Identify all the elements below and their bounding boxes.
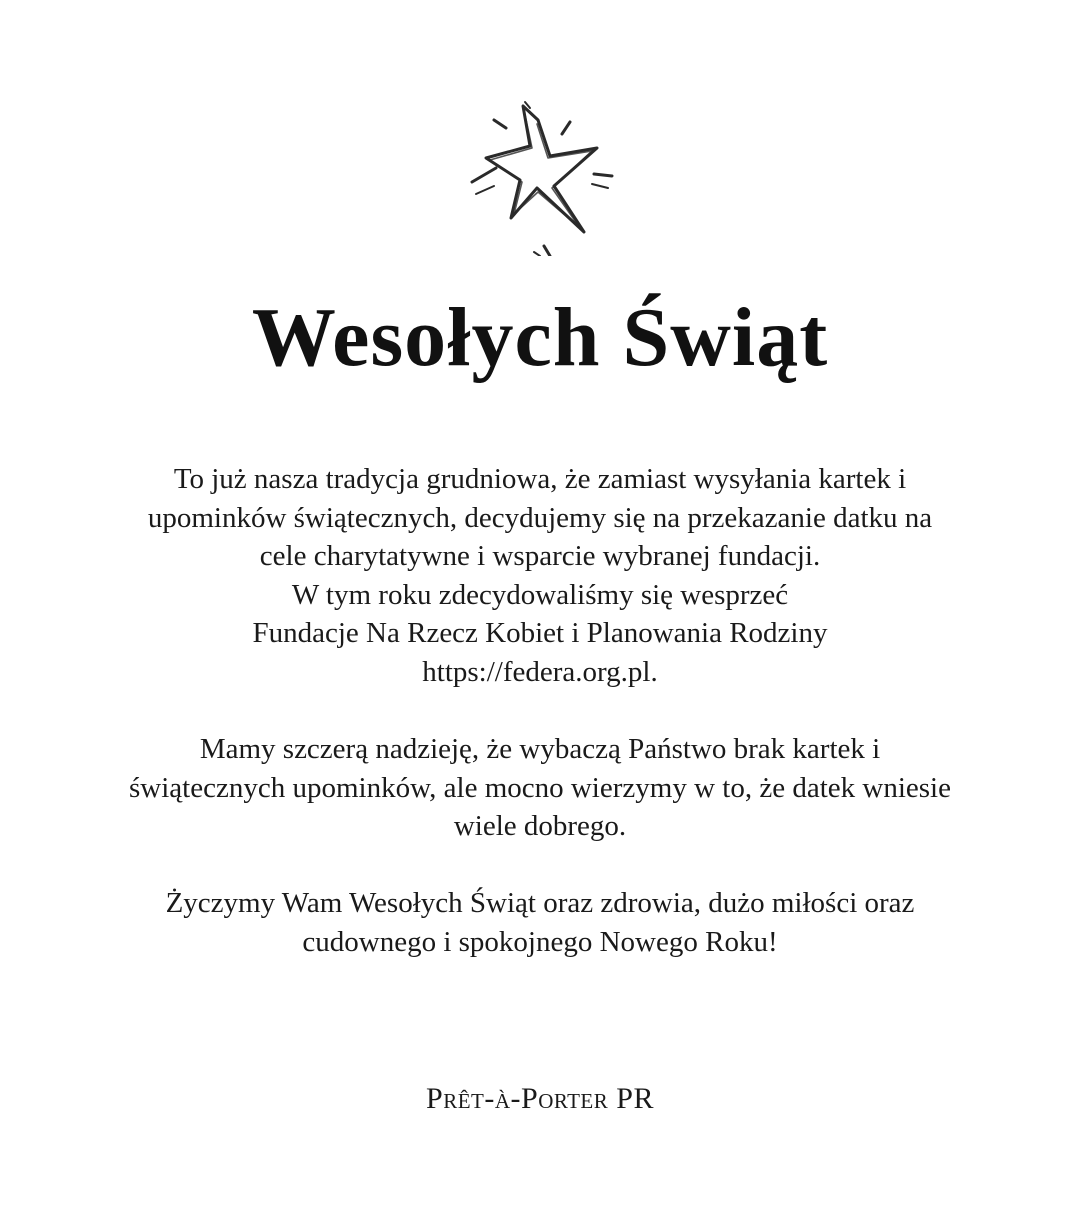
paragraph-line: cudownego i spokojnego Nowego Roku! (302, 925, 778, 958)
paragraph-line: Fundacje Na Rzecz Kobiet i Planowania Rodziny (252, 617, 828, 649)
paragraph-line: Życzymy Wam Wesołych Świąt oraz zdrowia, dużo miłości oraz (165, 887, 915, 919)
paragraph-wishes (40, 884, 1040, 961)
paragraph-line: To już nasza tradycja grudniowa, że zamiast wysyłania kartek i (173, 463, 907, 495)
paragraph-line: upominków świątecznych, decydujemy się na przekazanie datku na (147, 501, 933, 534)
paragraph-line: świątecznych upominków, ale mocno wierzymy w to, że datek wniesie (129, 771, 951, 804)
foundation-url: https://federa.org.pl. (422, 655, 658, 688)
paragraph-apology (40, 730, 1040, 846)
paragraph-line: wiele dobrego. (453, 810, 627, 842)
paragraph-donation (40, 460, 1040, 691)
hand-drawn-star-icon (466, 96, 616, 256)
paragraph-line: W tym roku zdecydowaliśmy się wesprzeć (291, 578, 789, 611)
card-title: Wesołych Świąt (251, 291, 829, 384)
signature: Prêt-à-Porter PR (426, 1082, 654, 1115)
paragraph-line: Mamy szczerą nadzieję, że wybaczą Państwo brak kartek i (199, 733, 881, 765)
paragraph-line: cele charytatywne i wsparcie wybranej fundacji. (259, 540, 821, 572)
